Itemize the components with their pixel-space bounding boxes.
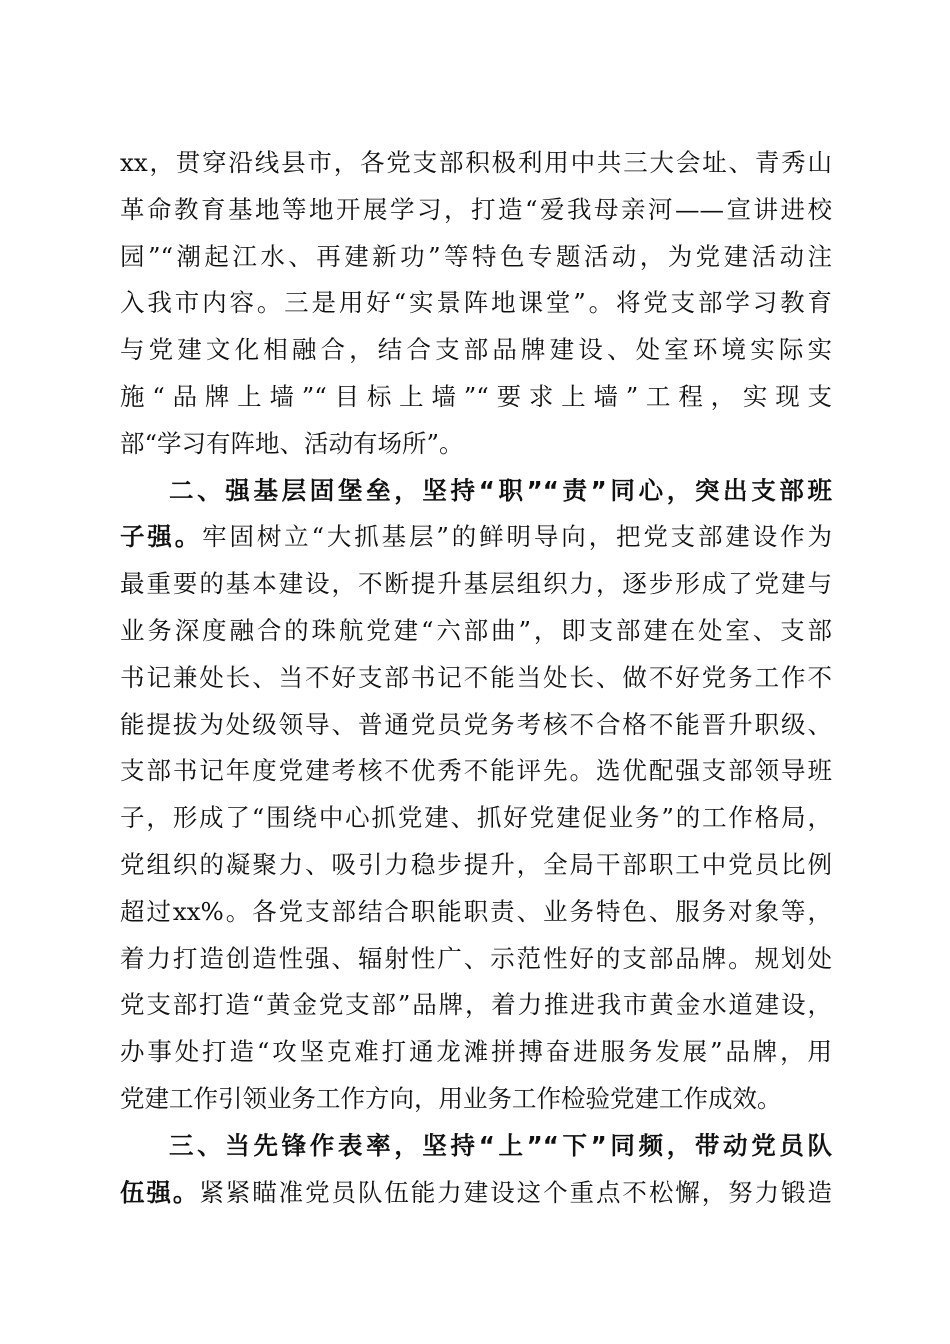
text-line — [120, 374, 832, 421]
text-line — [120, 327, 832, 374]
text-line — [120, 702, 832, 749]
body-text: 着力打造创造性强、辐射性广、示范性好的支部品牌。规划处 — [120, 943, 832, 973]
text-line — [120, 280, 832, 327]
text-line — [120, 748, 832, 795]
body-text: 与党建文化相融合，结合支部品牌建设、处室环境实际实 — [120, 335, 832, 365]
body-text: 施“品牌上墙”“目标上墙”“要求上墙”工程，实现支 — [120, 381, 832, 411]
paragraph — [120, 468, 832, 1123]
bold-heading-text: 三、当先锋作表率，坚持“上”“下”同频，带动党员队 — [169, 1130, 832, 1160]
body-text: 园”“潮起江水、再建新功”等特色专题活动，为党建活动注 — [120, 241, 832, 271]
body-text: 党建工作引领业务工作方向，用业务工作检验党建工作成效。 — [120, 1083, 782, 1113]
paragraph — [120, 140, 832, 468]
paragraph — [120, 1123, 832, 1217]
body-text: 牢固树立“大抓基层”的鲜明导向，把党支部建设作为 — [202, 522, 832, 552]
body-text: 办事处打造“攻坚克难打通龙滩拼搏奋进服务发展”品牌，用 — [120, 1037, 832, 1067]
body-text: 部“学习有阵地、活动有场所”。 — [120, 428, 464, 458]
body-text: 支部书记年度党建考核不优秀不能评先。选优配强支部领导班 — [120, 756, 832, 786]
body-text: 超过xx%。各党支部结合职能职责、业务特色、服务对象等， — [120, 896, 832, 926]
text-line — [120, 655, 832, 702]
text-line — [120, 1076, 832, 1123]
text-line — [120, 795, 832, 842]
text-line — [120, 1123, 832, 1170]
text-line — [120, 608, 832, 655]
text-line — [120, 140, 832, 187]
body-text: 业务深度融合的珠航党建“六部曲”，即支部建在处室、支部 — [120, 615, 832, 645]
text-line — [120, 187, 832, 234]
body-text: xx，贯穿沿线县市，各党支部积极利用中共三大会址、青秀山 — [120, 148, 832, 177]
text-line — [120, 561, 832, 608]
text-line — [120, 936, 832, 983]
body-text: 子，形成了“围绕中心抓党建、抓好党建促业务”的工作格局， — [120, 803, 832, 833]
text-line — [120, 889, 832, 936]
body-text: 紧紧瞄准党员队伍能力建设这个重点不松懈，努力锻造 — [199, 1177, 832, 1207]
body-text: 党组织的凝聚力、吸引力稳步提升，全局干部职工中党员比例 — [120, 849, 832, 879]
bold-heading-text: 子强。 — [120, 522, 203, 552]
bold-heading-text: 伍强。 — [120, 1177, 200, 1207]
text-line — [120, 421, 832, 468]
text-line — [120, 1170, 832, 1217]
text-line — [120, 514, 832, 561]
document-body — [120, 140, 832, 1216]
text-line — [120, 234, 832, 281]
text-line — [120, 982, 832, 1029]
text-line — [120, 1029, 832, 1076]
body-text: 能提拔为处级领导、普通党员党务考核不合格不能晋升职级、 — [120, 709, 832, 739]
body-text: 最重要的基本建设，不断提升基层组织力，逐步形成了党建与 — [120, 569, 832, 599]
body-text: 入我市内容。三是用好“实景阵地课堂”。将党支部学习教育 — [120, 288, 832, 318]
body-text: 党支部打造“黄金党支部”品牌，着力推进我市黄金水道建设， — [120, 990, 832, 1020]
body-text: 革命教育基地等地开展学习，打造“爱我母亲河——宣讲进校 — [120, 194, 832, 224]
text-line — [120, 842, 832, 889]
body-text: 书记兼处长、当不好支部书记不能当处长、做不好党务工作不 — [120, 662, 832, 692]
text-line — [120, 468, 832, 515]
bold-heading-text: 二、强基层固堡垒，坚持“职”“责”同心，突出支部班 — [169, 475, 832, 505]
